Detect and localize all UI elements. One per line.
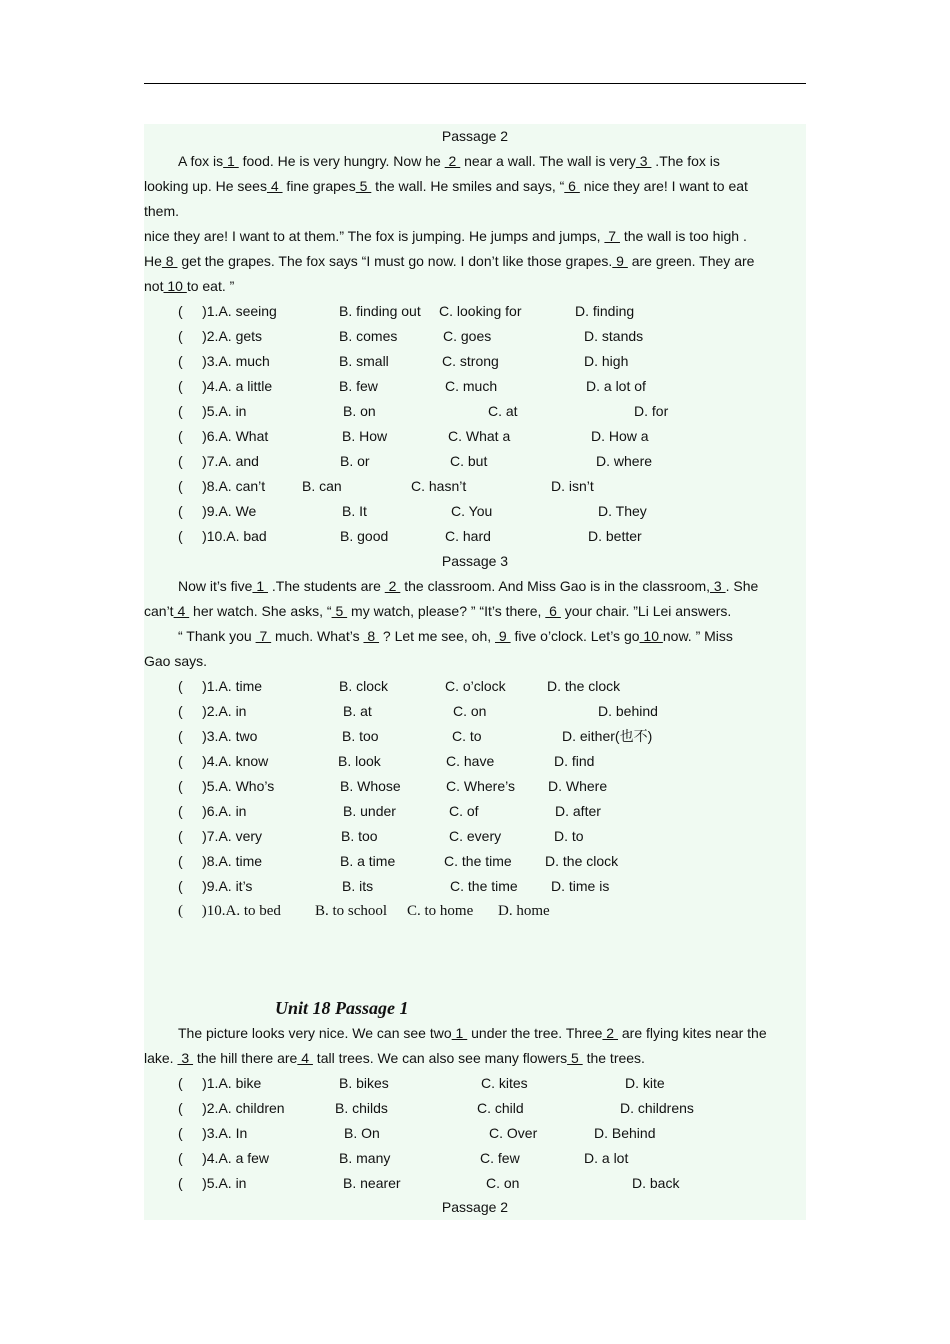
answer-option: C. hard: [445, 528, 491, 544]
passage-text: lake.: [144, 1050, 178, 1066]
answer-option: ( )5.A. Who’s: [178, 778, 275, 794]
passage-text: He: [144, 253, 162, 269]
passage-text: the trees.: [582, 1050, 645, 1066]
answer-option: D. kite: [625, 1075, 665, 1091]
blank: 1: [223, 153, 239, 169]
question-row: [144, 1071, 806, 1096]
answer-option: D. the clock: [547, 678, 621, 694]
passage-text: her watch. She asks, “: [189, 603, 332, 619]
question-row: [144, 749, 806, 774]
answer-option: ( )7.A. very: [178, 828, 263, 844]
answer-option: ( )2.A. in: [178, 703, 247, 719]
answer-option: C. child: [477, 1100, 524, 1116]
answer-option: ( )8.A. can’t: [178, 478, 266, 494]
passage-text: my watch, please? ” “It’s there,: [347, 603, 546, 619]
answer-option: ( )7.A. and: [178, 453, 259, 469]
question-row: [144, 424, 806, 449]
worksheet-content: [144, 124, 806, 1220]
passage-text: your chair. ”Li Lei answers.: [560, 603, 732, 619]
answer-option: B. can: [302, 478, 342, 494]
passage-text-line: them.: [144, 203, 180, 219]
answer-option: C. to: [452, 728, 482, 744]
answer-option: ( )6.A. What: [178, 428, 269, 444]
blank: 3: [177, 1050, 194, 1066]
blank: 4: [173, 603, 190, 619]
passage-text: looking up. He sees: [144, 178, 267, 194]
passage-text: much. What’s: [271, 628, 364, 644]
answer-option: B. too: [341, 828, 378, 844]
blank: 9: [612, 253, 628, 269]
answer-option: B. bikes: [339, 1075, 389, 1091]
question-row: [144, 899, 806, 924]
answer-option: D. back: [632, 1175, 680, 1191]
answer-option: B. many: [339, 1150, 391, 1166]
blank: 6: [564, 178, 580, 194]
question-row: [144, 824, 806, 849]
answer-option: D. time is: [551, 878, 610, 894]
question-row: [144, 1146, 806, 1171]
answer-option: B. few: [339, 378, 378, 394]
blank: 5: [567, 1050, 583, 1066]
answer-option: D. isn’t: [551, 478, 594, 494]
answer-option: C. kites: [481, 1075, 528, 1091]
answer-option: B. It: [342, 503, 367, 519]
answer-option: D. behind: [598, 703, 658, 719]
blank: 2: [384, 578, 401, 594]
passage-text: .The students are: [268, 578, 385, 594]
answer-option: B. childs: [335, 1100, 388, 1116]
blank: 4: [297, 1050, 313, 1066]
answer-option: D. childrens: [620, 1100, 694, 1116]
answer-option: C. the time: [444, 853, 512, 869]
answer-option: ( )10.A. bad: [178, 528, 267, 544]
question-row: [144, 1171, 806, 1196]
answer-option: B. look: [338, 753, 381, 769]
answer-option: C. strong: [442, 353, 499, 369]
passage-text: food. He is very hungry. Now he: [238, 153, 445, 169]
answer-option: D. finding: [575, 303, 635, 319]
question-row: [144, 724, 806, 749]
answer-option: B. small: [339, 353, 389, 369]
answer-option: ( )3.A. In: [178, 1125, 248, 1141]
passage-text: the wall. He smiles and says, “: [371, 178, 565, 194]
question-row: [144, 399, 806, 424]
answer-option: C. at: [488, 403, 518, 419]
passage-text: nice they are! I want to eat: [579, 178, 748, 194]
passage-text: tall trees. We can also see many flowers: [312, 1050, 568, 1066]
passage-text-line: [144, 149, 806, 174]
passage-text-line: [144, 1046, 806, 1071]
passage-text: near a wall. The wall is very: [460, 153, 636, 169]
answer-option: B. or: [340, 453, 370, 469]
blank: 3: [635, 153, 652, 169]
passage-text: The picture looks very nice. We can see two: [178, 1025, 452, 1041]
question-row: [144, 1096, 806, 1121]
answer-option: B. clock: [339, 678, 389, 694]
answer-option: C. looking for: [439, 303, 522, 319]
blank: 3: [710, 578, 726, 594]
passage-text: “ Thank you: [178, 628, 256, 644]
blank: 2: [444, 153, 461, 169]
answer-option: ( )4.A. know: [178, 753, 269, 769]
passage-title: Passage 3: [441, 553, 509, 569]
answer-option: C. have: [446, 753, 495, 769]
answer-option: D. high: [584, 353, 629, 369]
answer-option: D. They: [598, 503, 647, 519]
passage-text: to eat. ”: [186, 278, 235, 294]
passage-text: get the grapes. The fox says “I must go now. I don’t like those grapes.: [177, 253, 613, 269]
passage-title: Passage 2: [441, 1199, 509, 1215]
question-row: [144, 474, 806, 499]
answer-option: B. too: [342, 728, 379, 744]
blank: 5: [331, 603, 348, 619]
blank: 6: [545, 603, 561, 619]
blank: 5: [355, 178, 372, 194]
answer-option: B. finding out: [339, 303, 421, 319]
answer-option: ( )5.A. in: [178, 403, 247, 419]
blank: 2: [602, 1025, 618, 1041]
question-row: [144, 374, 806, 399]
answer-option: ( )5.A. in: [178, 1175, 247, 1191]
passage-text: .The fox is: [651, 153, 720, 169]
blank: 1: [451, 1025, 468, 1041]
blank: 8: [363, 628, 380, 644]
passage-text: ? Let me see, oh,: [379, 628, 496, 644]
passage-text-line: [144, 224, 806, 249]
answer-option: C. What a: [448, 428, 511, 444]
question-row: [144, 874, 806, 899]
answer-option: ( )9.A. it’s: [178, 878, 253, 894]
passage-text: fine grapes: [282, 178, 356, 194]
answer-option: ( )6.A. in: [178, 803, 247, 819]
passage-text: the wall is too high .: [619, 228, 747, 244]
blank: 7: [255, 628, 272, 644]
answer-option: B. at: [343, 703, 372, 719]
answer-option: D. Where: [548, 778, 608, 794]
answer-option: ( )3.A. two: [178, 728, 258, 744]
question-row: [144, 699, 806, 724]
answer-option: C. but: [450, 453, 488, 469]
blank: 10: [163, 278, 187, 294]
blank: 4: [266, 178, 283, 194]
question-row: [144, 349, 806, 374]
passage-text: Now it’s five: [178, 578, 253, 594]
answer-option: ( )1.A. bike: [178, 1075, 262, 1091]
answer-option: B. a time: [340, 853, 396, 869]
answer-option: D. either(也不): [562, 728, 653, 744]
answer-option: D. a lot: [584, 1150, 629, 1166]
answer-option: D. the clock: [545, 853, 619, 869]
answer-option: C. the time: [450, 878, 518, 894]
answer-option: B. to school: [315, 903, 388, 919]
passage-text: now. ” Miss: [662, 628, 733, 644]
passage-text: . She: [725, 578, 759, 594]
answer-option: B. under: [343, 803, 396, 819]
answer-option: D. stands: [584, 328, 644, 344]
answer-option: D. for: [634, 403, 669, 419]
passage-text: the classroom. And Miss Gao is in the classroom,: [400, 578, 711, 594]
passage-title: Passage 2: [441, 128, 509, 144]
answer-option: B. comes: [339, 328, 398, 344]
question-row: [144, 674, 806, 699]
answer-option: D. to: [554, 828, 584, 844]
answer-option: C. much: [445, 378, 498, 394]
blank: 1: [252, 578, 269, 594]
answer-option: C. to home: [407, 903, 474, 919]
answer-option: C. few: [480, 1150, 520, 1166]
passage-text-line: [144, 249, 806, 274]
answer-option: ( )4.A. a little: [178, 378, 273, 394]
passage-text: A fox is: [178, 153, 224, 169]
answer-option: B. on: [343, 403, 376, 419]
passage-text-line: [144, 174, 806, 199]
answer-option: C. of: [449, 803, 479, 819]
answer-option: C. on: [486, 1175, 520, 1191]
passage-text: can’t: [144, 603, 174, 619]
answer-option: ( )10.A. to bed: [178, 903, 281, 919]
answer-option: D. a lot of: [586, 378, 646, 394]
answer-option: D. find: [554, 753, 595, 769]
answer-option: C. o’clock: [445, 678, 506, 694]
answer-option: ( )2.A. children: [178, 1100, 285, 1116]
question-row: [144, 799, 806, 824]
passage-text-line: [144, 574, 806, 599]
answer-option: D. Behind: [594, 1125, 656, 1141]
passage-text-line: [144, 1021, 806, 1046]
passage-text-line: [144, 274, 806, 299]
answer-option: B. its: [342, 878, 374, 894]
blank: 7: [604, 228, 620, 244]
passage-text: the hill there are: [193, 1050, 298, 1066]
answer-option: C. Over: [489, 1125, 538, 1141]
answer-option: C. Where’s: [446, 778, 515, 794]
passage-text-line: Gao says.: [144, 653, 208, 669]
answer-option: C. on: [453, 703, 487, 719]
answer-option: C. You: [451, 503, 493, 519]
passage-text: nice they are! I want to at them.” The fox is jumping. He jumps and jumps,: [144, 228, 605, 244]
blank: 10: [639, 628, 663, 644]
answer-option: ( )2.A. gets: [178, 328, 263, 344]
answer-option: ( )1.A. seeing: [178, 303, 277, 319]
passage-text: not: [144, 278, 164, 294]
answer-option: B. On: [344, 1125, 380, 1141]
question-row: [144, 499, 806, 524]
question-row: [144, 324, 806, 349]
answer-option: D. better: [588, 528, 642, 544]
passage-text: are flying kites near the: [617, 1025, 767, 1041]
unit-title: Unit 18 Passage 1: [275, 998, 409, 1018]
blank: 8: [161, 253, 178, 269]
question-row: [144, 774, 806, 799]
answer-option: ( )9.A. We: [178, 503, 257, 519]
answer-option: ( )3.A. much: [178, 353, 270, 369]
answer-option: D. after: [555, 803, 601, 819]
question-row: [144, 299, 806, 324]
question-row: [144, 1121, 806, 1146]
answer-option: B. good: [340, 528, 389, 544]
answer-option: B. Whose: [340, 778, 401, 794]
blank: 9: [495, 628, 511, 644]
passage-text: are green. They are: [627, 253, 755, 269]
answer-option: C. every: [449, 828, 502, 844]
answer-option: C. goes: [443, 328, 492, 344]
question-row: [144, 524, 806, 549]
question-row: [144, 849, 806, 874]
answer-option: B. nearer: [343, 1175, 401, 1191]
answer-option: D. How a: [591, 428, 649, 444]
passage-text-line: [144, 599, 806, 624]
header-rule: [144, 83, 806, 84]
answer-option: D. where: [596, 453, 653, 469]
question-row: [144, 449, 806, 474]
answer-option: ( )1.A. time: [178, 678, 263, 694]
passage-text: five o’clock. Let’s go: [510, 628, 640, 644]
passage-text: under the tree. Three: [467, 1025, 603, 1041]
answer-option: C. hasn’t: [411, 478, 467, 494]
answer-option: ( )8.A. time: [178, 853, 263, 869]
answer-option: B. How: [342, 428, 388, 444]
answer-option: ( )4.A. a few: [178, 1150, 270, 1166]
answer-option: D. home: [498, 903, 550, 919]
passage-text-line: [144, 624, 806, 649]
